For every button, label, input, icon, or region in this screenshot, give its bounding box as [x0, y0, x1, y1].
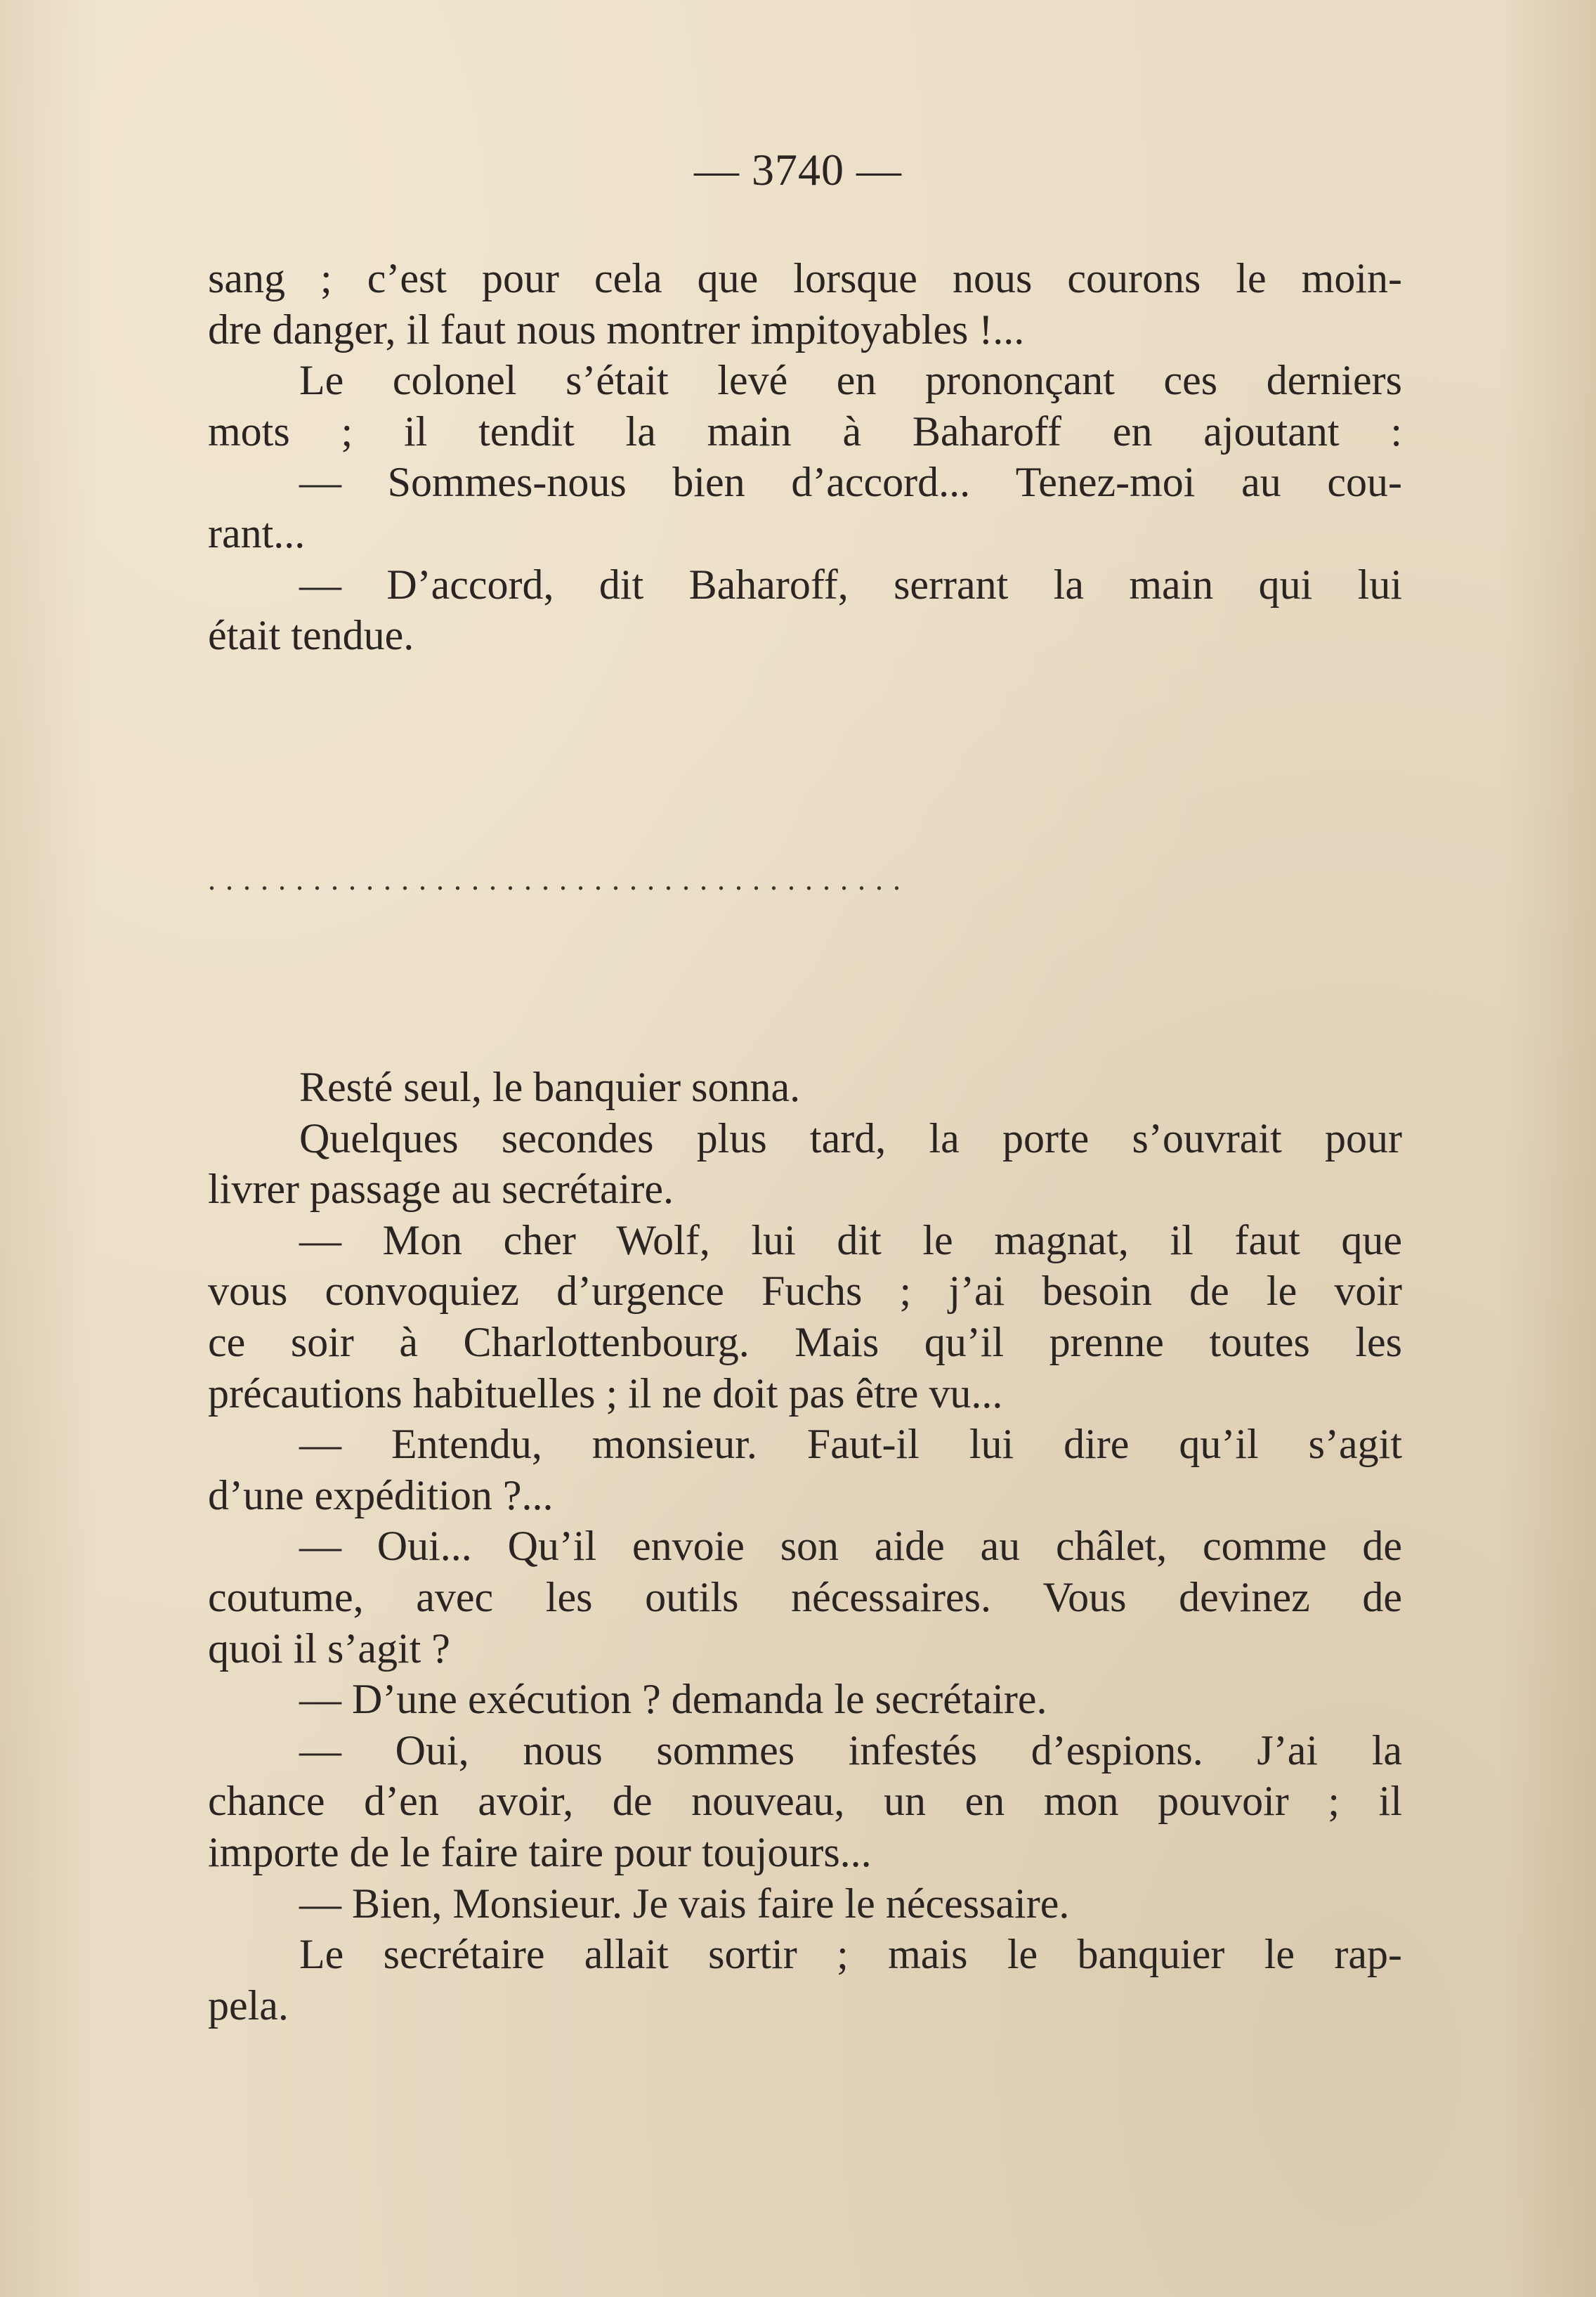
text-line: pela.	[208, 1982, 289, 2029]
page-number: — 3740 —	[694, 145, 902, 195]
text-line: Le secrétaire allait sortir ; mais le banquier le rap-	[299, 1931, 1402, 1978]
text-line: précautions habituelles ; il ne doit pas être vu...	[208, 1369, 1003, 1417]
text-line: — Mon cher Wolf, lui dit le magnat, il faut que	[299, 1216, 1402, 1263]
text-line: quoi il s’agit ?	[208, 1625, 450, 1672]
text-line: ce soir à Charlottenbourg. Mais qu’il prenne toutes les	[208, 1318, 1402, 1365]
text-line: dre danger, il faut nous montrer impitoyables !...	[208, 306, 1025, 353]
text-line: importe de le faire taire pour toujours...	[208, 1828, 872, 1875]
text-line: — D’accord, dit Baharoff, serrant la main qui lui	[299, 561, 1402, 608]
text-line: — Oui, nous sommes infestés d’espions. J’ai la	[299, 1726, 1402, 1774]
text-line: coutume, avec les outils nécessaires. Vous devinez de	[208, 1573, 1402, 1620]
text-line: — Oui... Qu’il envoie son aide au châlet, comme de	[299, 1523, 1402, 1570]
text-line: — Entendu, monsieur. Faut-il lui dire qu’il s’agit	[299, 1421, 1402, 1468]
text-line: Le colonel s’était levé en prononçant ces derniers	[299, 357, 1402, 404]
paragraph-block-upper	[208, 253, 1402, 661]
text-line: vous convoquiez d’urgence Fuchs ; j’ai besoin de le voir	[208, 1268, 1402, 1315]
text-line: était tendue.	[208, 612, 414, 659]
text-line: livrer passage au secrétaire.	[208, 1166, 674, 1213]
text-line: — Bien, Monsieur. Je vais faire le nécessaire.	[299, 1880, 1070, 1927]
text-line: — Sommes-nous bien d’accord... Tenez-moi au cou-	[299, 459, 1402, 506]
text-line: d’une expédition ?...	[208, 1471, 554, 1518]
text-line: Quelques secondes plus tard, la porte s’ouvrait pour	[299, 1114, 1402, 1161]
text-line: rant...	[208, 509, 306, 557]
text-line: sang ; c’est pour cela que lorsque nous courons le moin-	[208, 255, 1402, 301]
text-line: Resté seul, le banquier sonna.	[299, 1064, 801, 1110]
text-line: — D’une exécution ? demanda le secrétaire.	[299, 1676, 1047, 1723]
section-separator-dots: ........................................	[208, 862, 910, 897]
text-line: chance d’en avoir, de nouveau, un en mon pouvoir ; il	[208, 1778, 1402, 1825]
text-line: mots ; il tendit la main à Baharoff en ajoutant :	[208, 408, 1402, 455]
paragraph-block-lower	[208, 1062, 1402, 2031]
